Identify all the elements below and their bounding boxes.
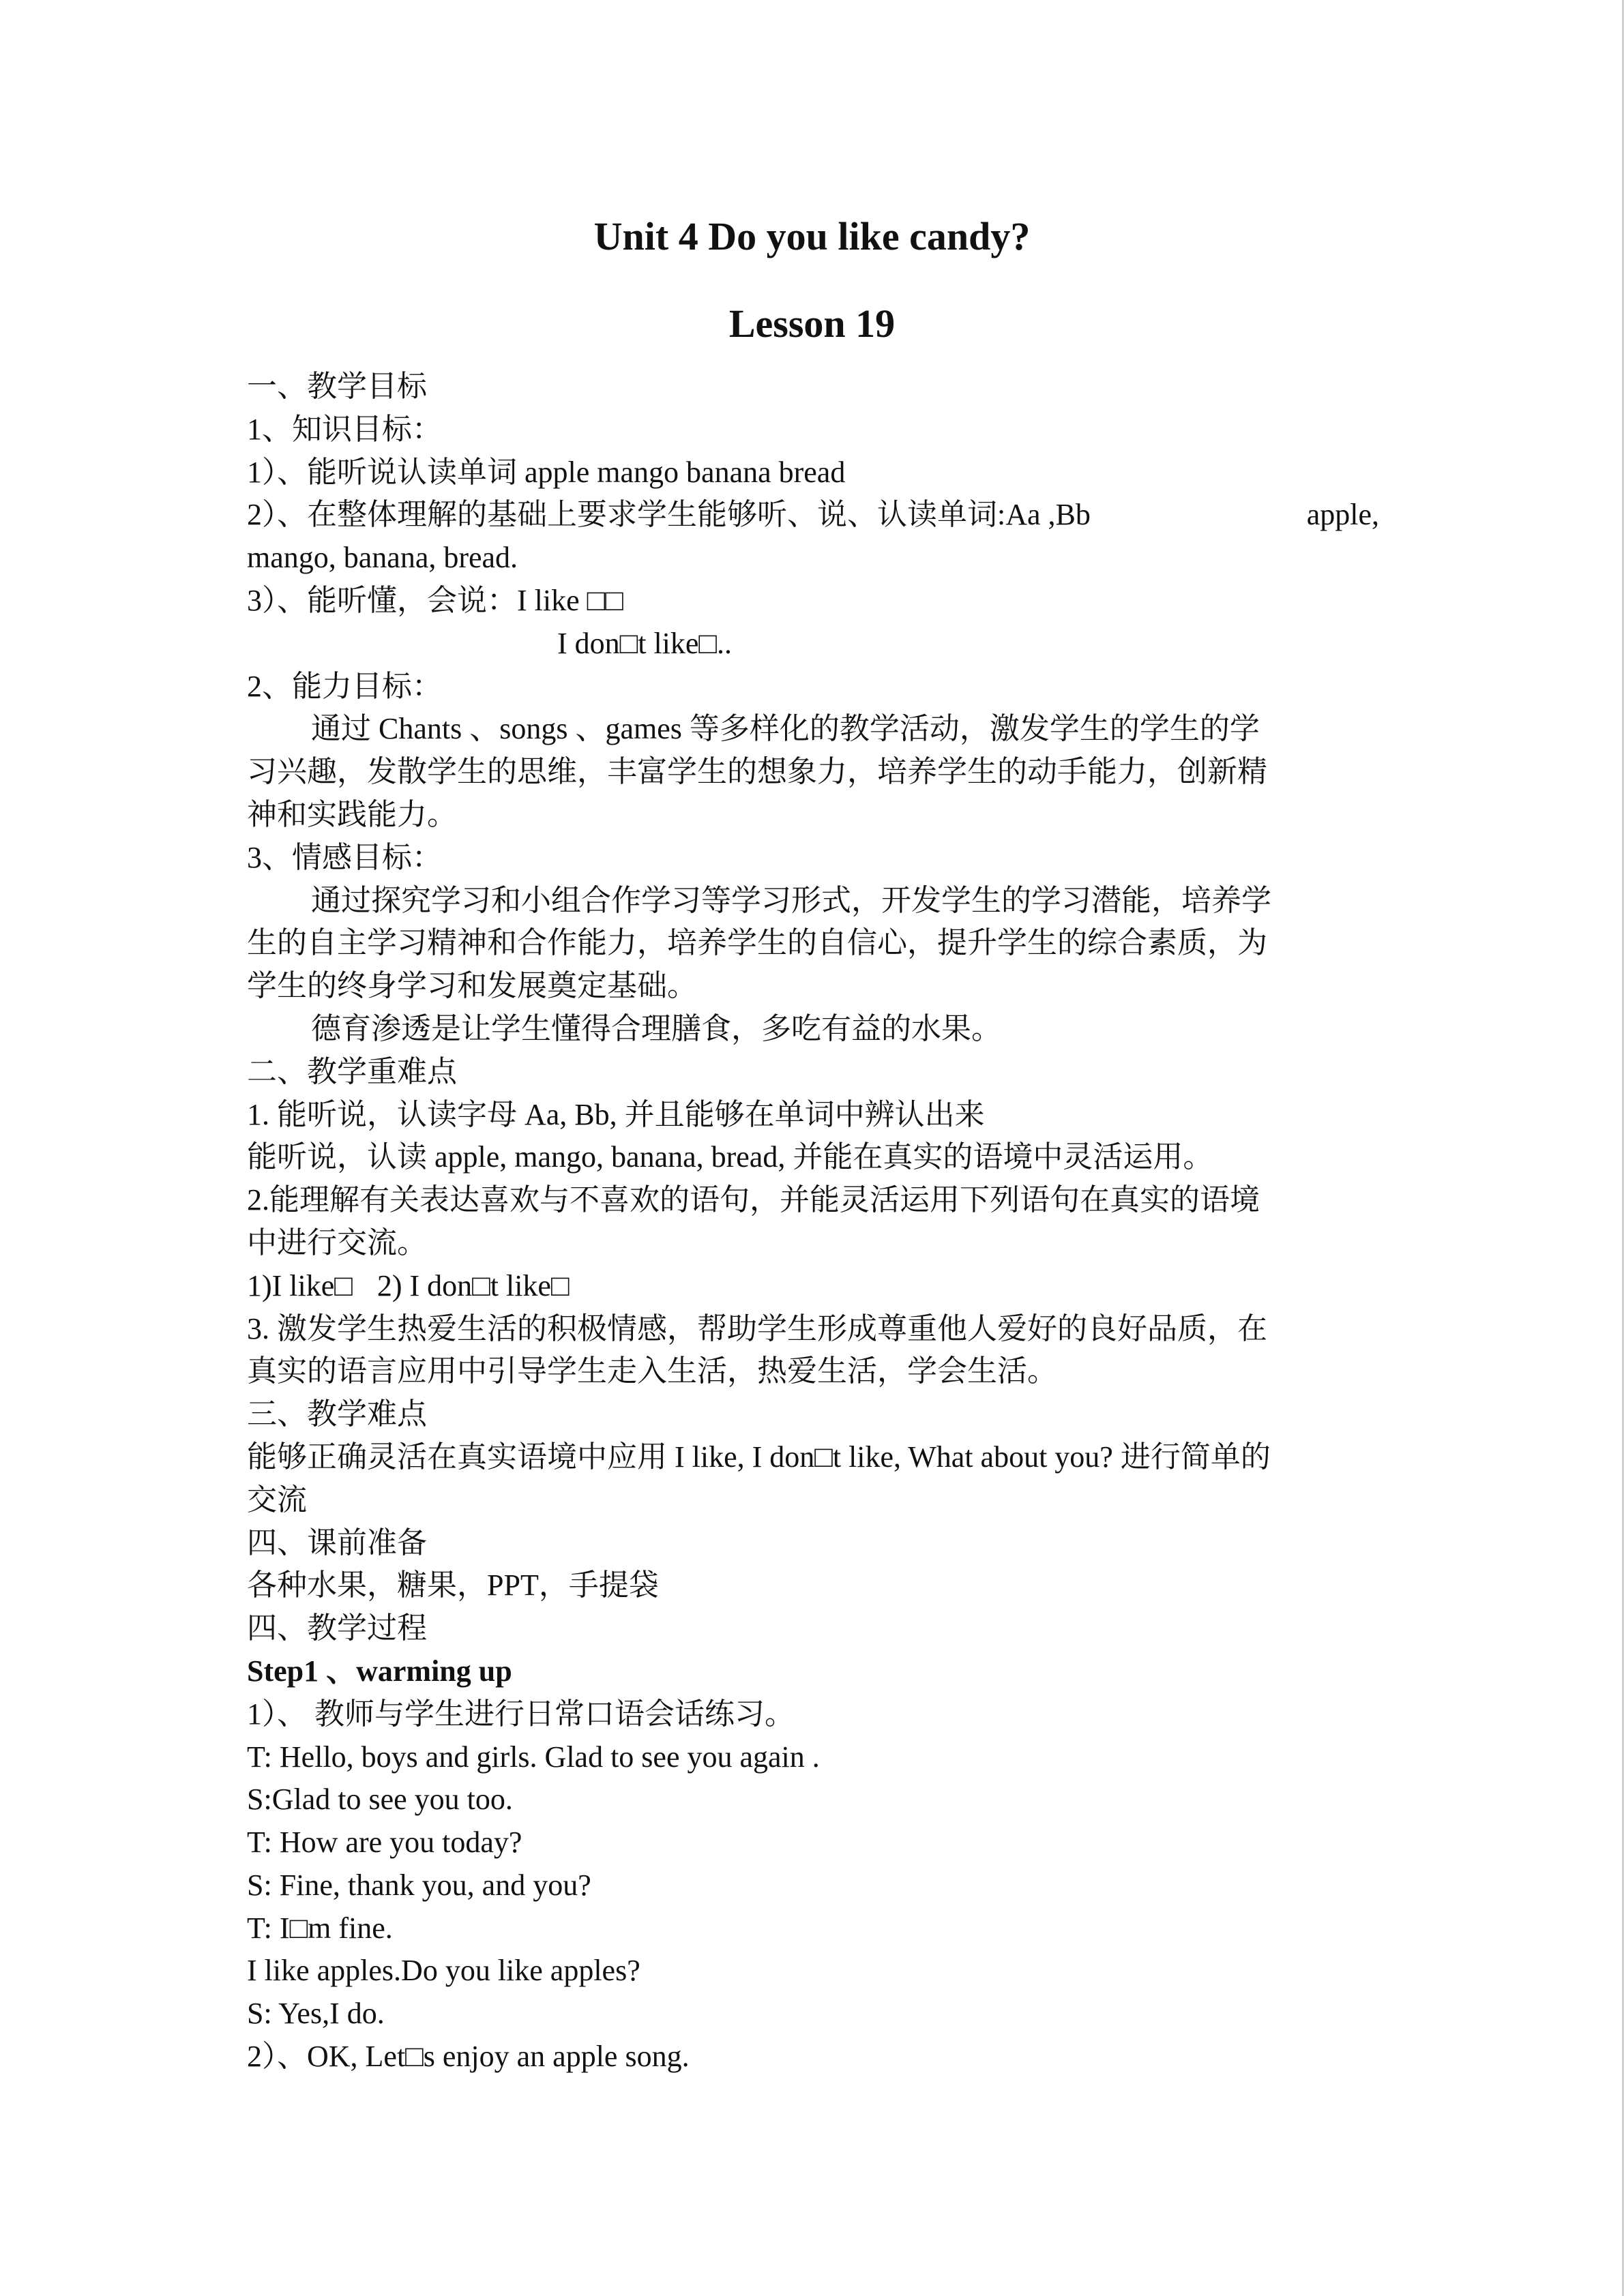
- line-segment: apple,: [1306, 498, 1379, 532]
- dialogue-line: S: Fine, thank you, and you?: [247, 1868, 591, 1902]
- lesson-heading: Lesson 19: [728, 301, 896, 346]
- paragraph-line: 1. 能听说，认读字母 Aa, Bb, 并且能够在单词中辨认出来: [247, 1097, 985, 1131]
- dialogue-line: I like apples.Do you like apples?: [247, 1954, 640, 1988]
- paragraph-line: 3. 激发学生热爱生活的积极情感，帮助学生形成尊重他人爱好的良好品质，在: [247, 1311, 1267, 1345]
- paragraph-line: 通过探究学习和小组合作学习等学习形式，开发学生的学习潜能，培养学: [311, 883, 1271, 917]
- paragraph-line: 德育渗透是让学生懂得合理膳食，多吃有益的水果。: [311, 1011, 1001, 1045]
- paragraph-line: 1）、 教师与学生进行日常口语会话练习。: [247, 1697, 795, 1731]
- paragraph-line: 中进行交流。: [247, 1225, 427, 1259]
- dialogue-line: T: How are you today?: [247, 1825, 522, 1860]
- step-heading: Step1 、warming up: [247, 1654, 512, 1688]
- paragraph-line: mango, banana, bread.: [247, 541, 518, 575]
- dialogue-line: S: Yes,I do.: [247, 1997, 385, 2031]
- section-heading: 四、教学过程: [247, 1611, 427, 1645]
- paragraph-line: [247, 1265, 1379, 1308]
- dialogue-line: S:Glad to see you too.: [247, 1783, 513, 1817]
- section-heading: 一、教学目标: [247, 370, 427, 403]
- paragraph-line: 能听说，认读 apple, mango, banana, bread, 并能在真实的语境中灵活运用。: [247, 1140, 1213, 1174]
- section-heading: 二、教学重难点: [247, 1054, 457, 1088]
- line-segment: 1)I like□: [247, 1268, 353, 1302]
- line-segment: 2）、在整体理解的基础上要求学生能够听、说、认读单词:Aa ,Bb: [247, 498, 1091, 532]
- paragraph-line: 1）、能听说认读单词 apple mango banana bread: [247, 455, 846, 489]
- paragraph-line: 习兴趣，发散学生的思维，丰富学生的想象力，培养学生的动手能力，创新精: [247, 755, 1267, 789]
- document-title: Unit 4 Do you like candy?: [593, 214, 1031, 258]
- paragraph-line: 交流: [247, 1482, 307, 1517]
- paragraph-line: 真实的语言应用中引导学生走入生活，热爱生活，学会生活。: [247, 1354, 1057, 1388]
- dialogue-line: T: Hello, boys and girls. Glad to see you again .: [247, 1740, 820, 1774]
- paragraph-line: 各种水果，糖果，PPT，手提袋: [247, 1568, 659, 1602]
- paragraph-line: 学生的终身学习和发展奠定基础。: [247, 969, 697, 1003]
- paragraph-line: [247, 494, 1379, 537]
- paragraph-line: 生的自主学习精神和合作能力，培养学生的自信心，提升学生的综合素质，为: [247, 926, 1267, 960]
- paragraph-line: 2）、OK, Let□s enjoy an apple song.: [247, 2040, 690, 2074]
- document-body: [247, 366, 1379, 2078]
- paragraph-line: I don□t like□..: [557, 626, 733, 660]
- subsection-heading: 3、情感目标：: [247, 840, 442, 874]
- paragraph-line: 能够正确灵活在真实语境中应用 I like, I don□t like, What about you? 进行简单的: [247, 1440, 1271, 1474]
- paragraph-line: 3）、能听懂，会说：I like □□: [247, 583, 623, 617]
- section-heading: 三、教学难点: [247, 1397, 427, 1431]
- section-heading: 四、课前准备: [247, 1525, 427, 1560]
- subsection-heading: 2、能力目标：: [247, 669, 442, 703]
- subsection-heading: 1、知识目标：: [247, 412, 442, 446]
- paragraph-line: 通过 Chants 、songs 、games 等多样化的教学活动，激发学生的学生的学: [311, 712, 1260, 746]
- paragraph-line: 2.能理解有关表达喜欢与不喜欢的语句，并能灵活运用下列语句在真实的语境: [247, 1183, 1260, 1217]
- paragraph-line: 神和实践能力。: [247, 797, 457, 831]
- line-segment: 2) I don□t like□: [377, 1268, 570, 1302]
- dialogue-line: T: I□m fine.: [247, 1911, 393, 1945]
